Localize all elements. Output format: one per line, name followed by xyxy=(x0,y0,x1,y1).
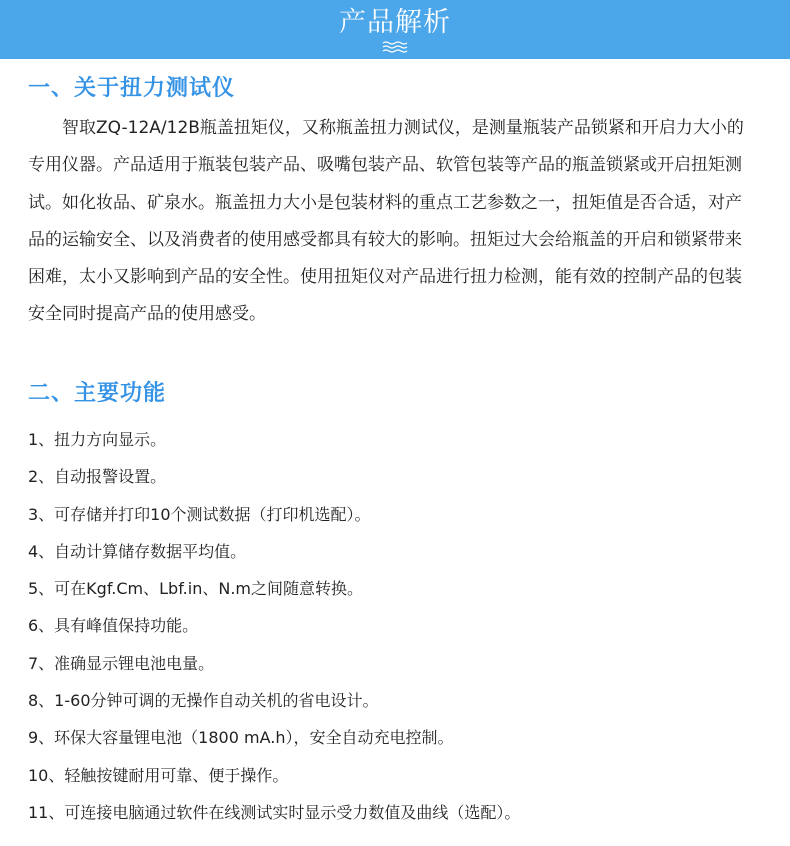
list-item: 5、可在Kgf.Cm、Lbf.in、N.m之间随意转换。 xyxy=(28,579,363,599)
list-item: 1、扭力方向显示。 xyxy=(28,430,167,449)
wave-icon xyxy=(382,41,408,53)
intro-paragraph: 智取ZQ-12A/12B瓶盖扭矩仪，又称瓶盖扭力测试仪，是测量瓶装产品锁紧和开启力大小的专用仪器。产品适用于瓶装包装产品、吸嘴包装产品、软管包装等产品的瓶盖锁紧或开启扭矩测试。如化妆品、矿泉水。瓶盖扭力大小是包装材料的重点工艺参数之一，扭矩值是否合适，对产品的运输安全、以及消费者的使用感受都具有较大的影响。扭矩过大会给瓶盖的开启和锁紧带来困难，太小又影响到产品的安全性。使用扭矩仪对产品进行扭力检测，能有效的控制产品的包装安全同时提高产品的使用感受。 xyxy=(28,118,744,325)
list-item: 9、环保大容量锂电池（1800 mA.h），安全自动充电控制。 xyxy=(28,728,454,748)
list-item: 3、可存储并打印10个测试数据（打印机选配）。 xyxy=(28,504,371,524)
list-item: 11、可连接电脑通过软件在线测试实时显示受力数值及曲线（选配）。 xyxy=(28,802,521,822)
section-heading-features: 二、主要功能 xyxy=(28,381,167,406)
page-title: 产品解析 xyxy=(339,7,451,38)
list-item: 2、自动报警设置。 xyxy=(28,467,167,487)
feature-list xyxy=(28,421,520,831)
list-item: 6、具有峰值保持功能。 xyxy=(28,616,199,636)
section-heading-about: 一、关于扭力测试仪 xyxy=(28,76,236,101)
header-banner xyxy=(0,0,790,59)
list-item: 7、准确显示锂电池电量。 xyxy=(28,653,215,673)
list-item: 4、自动计算储存数据平均值。 xyxy=(28,541,247,561)
list-item: 8、1-60分钟可调的无操作自动关机的省电设计。 xyxy=(28,691,379,711)
list-item: 10、轻触按键耐用可靠、便于操作。 xyxy=(28,765,289,785)
